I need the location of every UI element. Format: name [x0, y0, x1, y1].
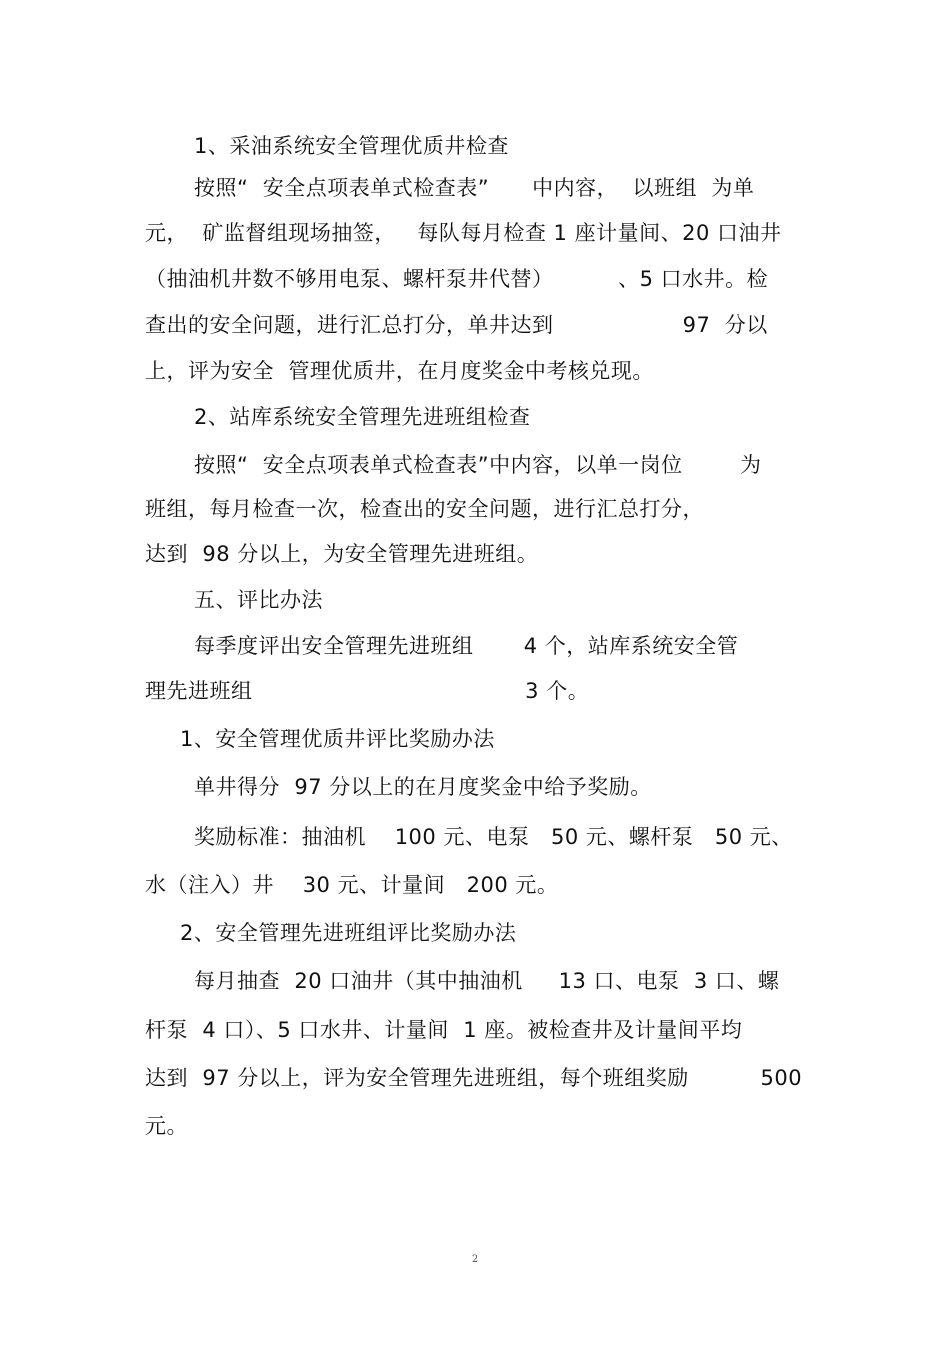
paragraph-line: 奖励标准：抽油机 100 元、电泵 50 元、螺杆泵 50 元、 — [194, 825, 793, 849]
heading-oil-well-check: 1、采油系统安全管理优质井检查 — [194, 134, 509, 158]
paragraph-line: 元， 矿监督组现场抽签， 每队每月检查 1 座计量间、20 口油井 — [145, 221, 782, 245]
paragraph-line: 杆泵 4 口）、5 口水井、计量间 1 座。被检查井及计量间平均 — [145, 1018, 743, 1042]
paragraph-line: 按照“ 安全点项表单式检查表” 中内容， 以班组 为单 — [194, 176, 755, 200]
section-heading-evaluation: 五、评比办法 — [194, 588, 323, 612]
heading-well-reward: 1、安全管理优质井评比奖励办法 — [180, 727, 495, 751]
paragraph-line: 按照“ 安全点项表单式检查表”中内容，以单一岗位 为 — [194, 453, 762, 477]
paragraph-line: 每月抽查 20 口油井（其中抽油机 13 口、电泵 3 口、螺 — [194, 969, 780, 993]
paragraph-line: 每季度评出安全管理先进班组 4 个，站库系统安全管 — [194, 634, 739, 658]
paragraph-line: 达到 98 分以上，为安全管理先进班组。 — [145, 542, 539, 566]
paragraph-line: 查出的安全问题，进行汇总打分，单井达到 97 分以 — [145, 313, 768, 337]
paragraph-line: 达到 97 分以上，评为安全管理先进班组，每个班组奖励 500 — [145, 1066, 803, 1090]
heading-station-team-check: 2、站库系统安全管理先进班组检查 — [194, 405, 531, 429]
paragraph-line: 班组，每月检查一次，检查出的安全问题，进行汇总打分， — [145, 497, 704, 521]
page-number: 2 — [471, 1254, 479, 1265]
paragraph-line: （抽油机井数不够用电泵、螺杆泵井代替） 、5 口水井。检 — [145, 267, 769, 291]
paragraph-line: 理先进班组 3 个。 — [145, 679, 590, 703]
heading-team-reward: 2、安全管理先进班组评比奖励办法 — [180, 921, 517, 945]
paragraph-line: 水（注入）井 30 元、计量间 200 元。 — [145, 873, 559, 897]
paragraph-line: 元。 — [145, 1114, 188, 1138]
paragraph-line: 上，评为安全 管理优质井，在月度奖金中考核兑现。 — [145, 359, 654, 383]
paragraph-line: 单井得分 97 分以上的在月度奖金中给予奖励。 — [194, 775, 652, 799]
